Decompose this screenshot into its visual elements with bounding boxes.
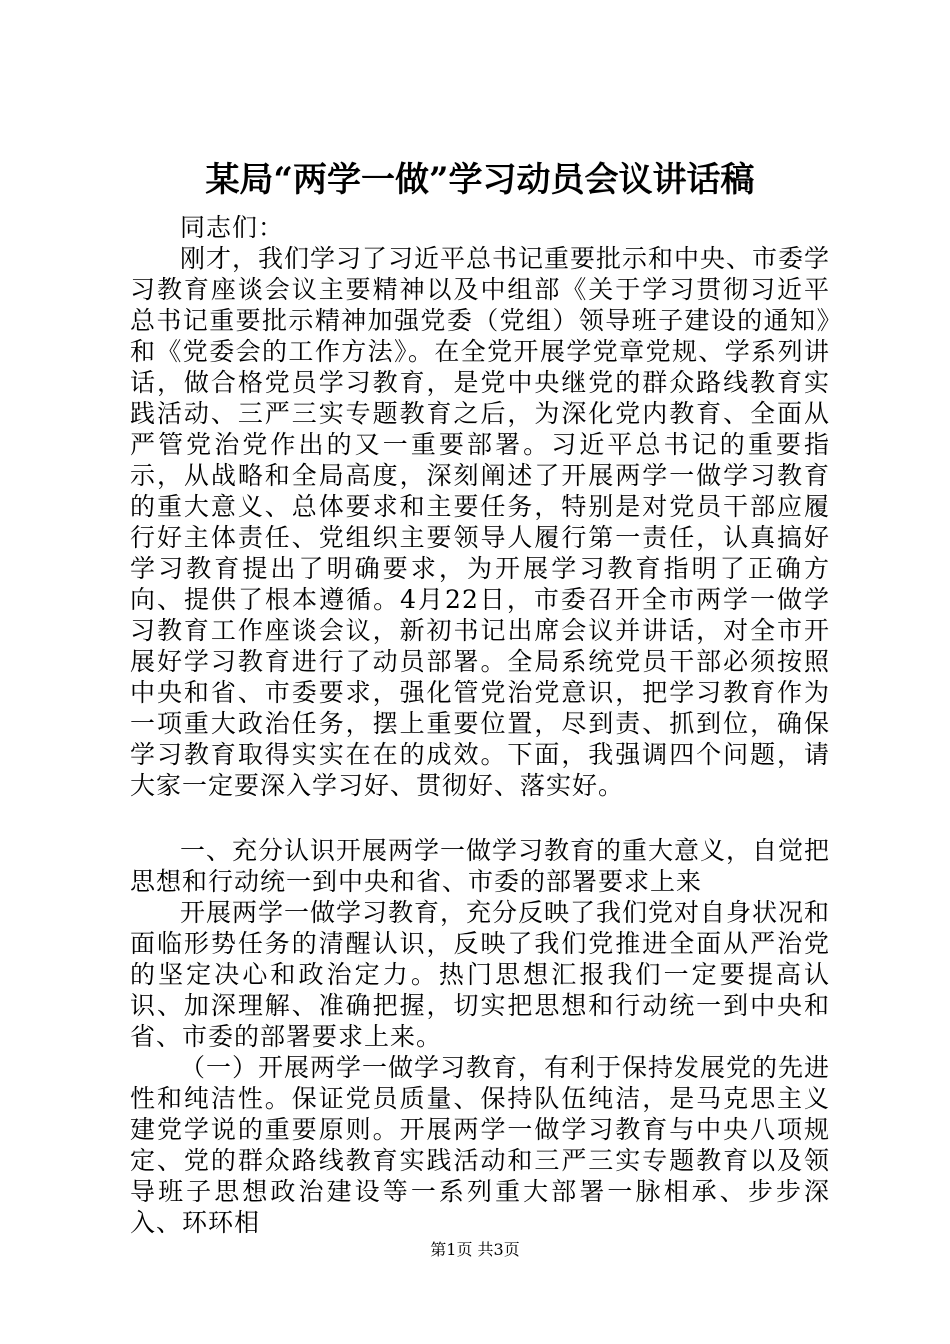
document-page [130,150,830,1238]
page-number: 第1页 共3页 [430,1240,520,1259]
paragraph-section-1: 开展两学一做学习教育，充分反映了我们党对自身状况和面临形势任务的清醒认识，反映了我们党推进全面从严治党的坚定决心和政治定力。热门思想汇报我们一定要提高认识、加深理解、准确把握，切实把思想和行动统一到中央和省、市委的部署要求上来。 [130,898,831,1051]
document-title: 某局“两学一做”学习动员会议讲话稿 [205,160,755,200]
salutation: 同志们： [180,213,285,242]
paragraph-intro: 刚才，我们学习了习近平总书记重要批示和中央、市委学习教育座谈会议主要精神以及中组部《关于学习贯彻习近平总书记重要批示精神加强党委（党组）领导班子建设的通知》和《党委会的工作方法》。在全党开展学党章党规、学系列讲话，做合格党员学习教育，是党中央继党的群众路线教育实践活动、三严三实专题教育之后，为深化党内教育、全面从严管党治党作出的又一重要部署。习近平总书记的重要指示，从战略和全局高度，深刻阐述了开展两学一做学习教育的重大意义、总体要求和主要任务，特别是对党员干部应履行好主体责任、党组织主要领导人履行第一责任，认真搞好学习教育提出了明确要求，为开展学习教育指明了正确方向、提供了根本遵循。4月22日，市委召开全市两学一做学习教育工作座谈会议，新初书记出席会议并讲话，对全市开展好学习教育进行了动员部署。全局系统党员干部必须按照中央和省、市委要求，强化管党治党意识，把学习教育作为一项重大政治任务，摆上重要位置，尽到责、抓到位，确保学习教育取得实实在在的成效。下面，我强调四个问题，请大家一定要深入学习好、贯彻好、落实好。 [130,244,831,800]
section-heading-1: 一、充分认识开展两学一做学习教育的重大意义，自觉把思想和行动统一到中央和省、市委的部署要求上来 [130,836,831,896]
paragraph-subsection-1: （一）开展两学一做学习教育，有利于保持发展党的先进性和纯洁性。保证党员质量、保持队伍纯洁，是马克思主义建党学说的重要原则。开展两学一做学习教育与中央八项规定、党的群众路线教育实践活动和三严三实专题教育以及领导班子思想政治建设等一系列重大部署一脉相承、步步深入、环环相 [130,1053,831,1237]
